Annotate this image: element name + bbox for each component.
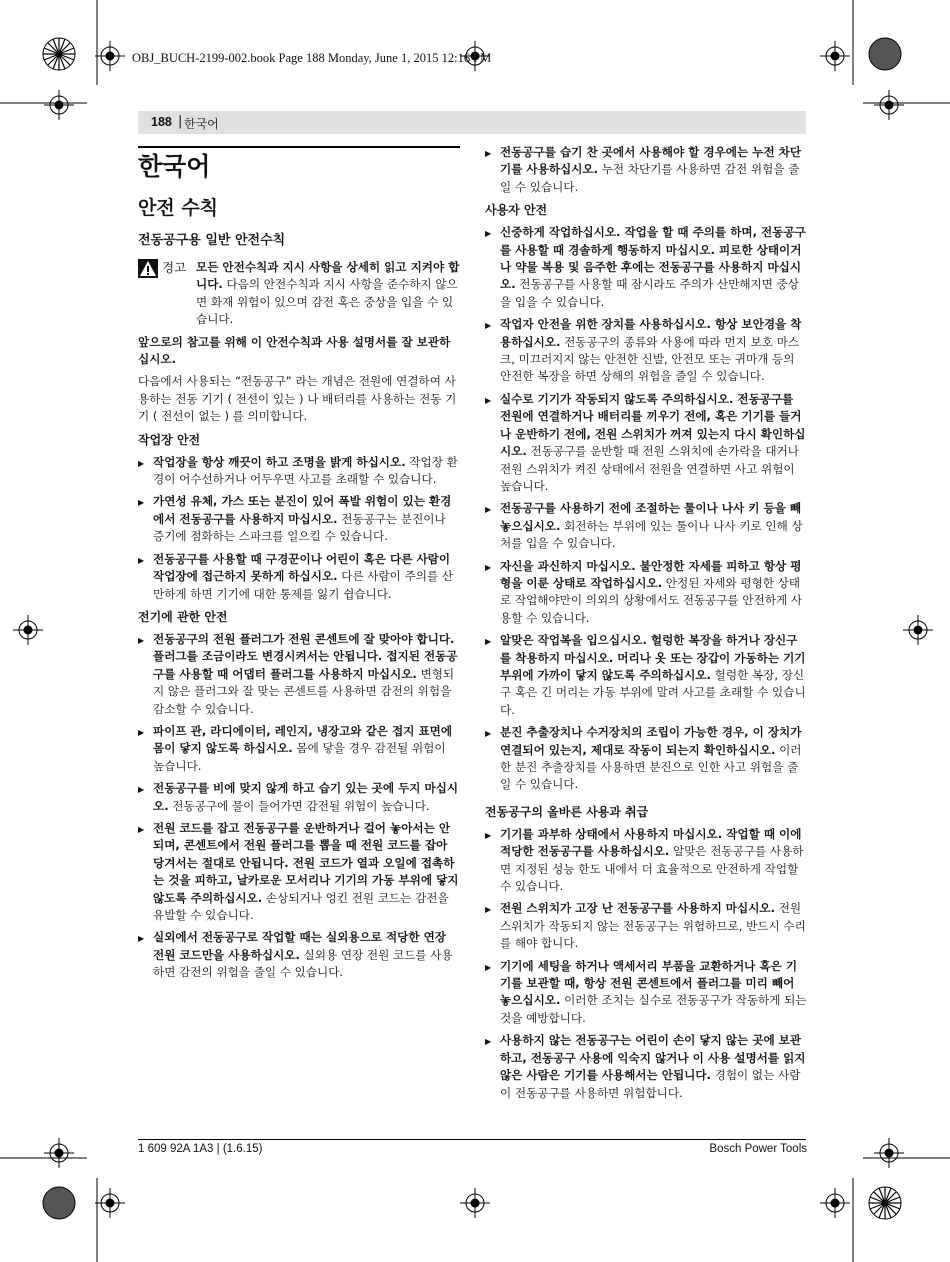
tool-use-care-list xyxy=(485,826,807,1102)
tool-use-care-heading: 전동공구의 올바른 사용과 취급 xyxy=(485,804,649,819)
footer-doc-number: 1 609 92A 1A3 | (1.6.15) xyxy=(138,1143,263,1155)
item-bold: 전원 코드를 잡고 전동공구를 운반하거나 걸어 놓아서는 안되며, 콘센트에서 전원 플러그를 뽑을 때 전원 코드를 잡아 당겨서는 절대로 안됩니다. 전원 코드가 열과 오일에 접촉하는 것을 피하고, 날카로운 모서리나 기기의 가동 부위에 닿지 않도록 주의하십시오. xyxy=(153,820,459,905)
page-header-bar xyxy=(138,111,806,134)
power-tool-definition: 다음에서 사용되는 “전동공구” 라는 개념은 전원에 연결하여 사용하는 전동 기기 ( 전선이 있는 ) 나 배터리를 사용하는 전동 기기 ( 전선이 없는 ) 를 의미합니다. xyxy=(138,374,457,424)
item-bold: 파이프 관, 라디에이터, 레인지, 냉장고와 같은 접지 표면에 몸이 닿지 않도록 하십시오. xyxy=(153,723,453,756)
item-bold: 사용하지 않는 전동공구는 어린이 손이 닿지 않는 곳에 보관하고, 전동공구 사용에 익숙지 않거나 이 사용 설명서를 읽지 않은 사람은 기기를 사용해서는 안됩니다. xyxy=(500,1033,806,1083)
list-item xyxy=(485,1032,807,1102)
keep-instructions-notice: 앞으로의 참고를 위해 이 안전수칙과 사용 설명서를 잘 보관하십시오. xyxy=(138,334,451,367)
list-item xyxy=(138,551,460,603)
item-text: 다른 사람이 주의를 산만하게 하면 기기에 대한 통제를 잃기 쉽습니다. xyxy=(153,569,454,601)
item-text: 전동공구는 분진이나 증기에 점화하는 스파크를 일으킬 수 있습니다. xyxy=(153,511,446,544)
page-title: 한국어 xyxy=(138,152,211,181)
list-item xyxy=(485,724,807,794)
electrical-safety-list xyxy=(138,631,460,982)
warning-text: 다음의 안전수칙과 지시 사항을 준수하지 않으면 화재 위험이 있으며 감전 혹은 중상을 입을 수 있습니다. xyxy=(196,277,458,327)
item-text: 손상되거나 엉킨 전원 코드는 감전을 유발할 수 있습니다. xyxy=(153,890,449,922)
list-item xyxy=(138,929,460,981)
item-bold: 작업자 안전을 위한 장치를 사용하십시오. 항상 보안경을 착용하십시오. xyxy=(500,317,802,349)
list-item xyxy=(138,780,460,815)
list-item xyxy=(485,144,807,196)
file-header: OBJ_BUCH-2199-002.book Page 188 Monday, June 1, 2015 12:16 PM xyxy=(132,51,492,65)
electrical-safety-heading: 전기에 관한 안전 xyxy=(138,609,228,624)
title-rule xyxy=(138,146,460,148)
list-item xyxy=(485,900,807,952)
item-bold: 실외에서 전동공구로 작업할 때는 실외용으로 적당한 연장 전원 코드만을 사용하십시오. xyxy=(153,930,447,962)
subsection-heading: 전동공구용 일반 안전수칙 xyxy=(138,233,286,248)
list-item xyxy=(485,316,807,386)
item-text: 변형되지 않은 플러그와 잘 맞는 콘센트를 사용하면 감전의 위험을 감소할 수 있습니다. xyxy=(153,666,455,716)
list-item xyxy=(485,958,807,1028)
page-language: 한국어 xyxy=(184,117,219,131)
list-item xyxy=(485,558,807,628)
list-item xyxy=(485,224,807,311)
item-bold: 자신을 과신하지 마십시오. 불안정한 자세를 피하고 항상 평형을 이룬 상태로 작업하십시오. xyxy=(500,558,802,590)
list-item xyxy=(138,820,460,924)
item-bold: 전동공구를 비에 맞지 않게 하고 습기 있는 곳에 두지 마십시오. xyxy=(153,781,459,813)
list-item xyxy=(138,454,460,489)
item-text: 알맞은 전동공구를 사용하면 지정된 성능 한도 내에서 더 효율적으로 안전하게 작업할 수 있습니다. xyxy=(500,844,804,894)
warning-bold-text: 모든 안전수칙과 지시 사항을 상세히 읽고 지켜야 합니다. xyxy=(196,260,460,292)
item-bold: 전동공구를 사용할 때 구경꾼이나 어린이 혹은 다른 사람이 작업장에 접근하지 못하게 하십시오. xyxy=(153,551,451,584)
list-item xyxy=(485,632,807,719)
list-item xyxy=(138,493,460,545)
item-bold: 전원 스위치가 고장 난 전동공구를 사용하지 마십시오. xyxy=(500,901,776,916)
item-text: 안정된 자세와 평형한 상태로 작업해야만이 의외의 상황에서도 전동공구를 안전하게 사용할 수 있습니다. xyxy=(500,575,803,625)
list-item xyxy=(485,826,807,896)
item-bold: 기기에 세팅을 하거나 액세서리 부품을 교환하거나 혹은 기기를 보관할 때, 항상 전원 콘센트에서 플러그를 미리 빼어 놓으십시오. xyxy=(500,958,798,1008)
warning-triangle-icon xyxy=(138,259,158,278)
personal-safety-heading: 사용자 안전 xyxy=(485,203,548,218)
list-item xyxy=(138,723,460,775)
list-item xyxy=(138,631,460,718)
item-bold: 전동공구를 습기 찬 곳에서 사용해야 할 경우에는 누전 차단기를 사용하십시오. xyxy=(500,145,802,177)
item-text: 전동공구를 사용할 때 잠시라도 주의가 산만해지면 중상을 입을 수 있습니다. xyxy=(500,277,799,309)
item-text: 전원 스위치가 작동되지 않는 전동공구는 위험하므로, 반드시 수리를 해야 합니다. xyxy=(500,901,806,951)
item-text: 이러한 분진 추출장치를 사용하면 분진으로 인한 사고 위험을 줄일 수 있습니다. xyxy=(500,742,802,792)
item-text: 몸에 닿을 경우 감전될 위험이 높습니다. xyxy=(153,741,446,773)
workplace-safety-heading: 작업장 안전 xyxy=(138,432,201,447)
item-text: 실외용 연장 전원 코드를 사용하면 감전의 위험을 줄일 수 있습니다. xyxy=(153,947,453,980)
workplace-safety-list xyxy=(138,454,460,603)
item-bold: 기기를 과부하 상태에서 사용하지 마십시오. 작업할 때 이에 적당한 전동공구를 사용하십시오. xyxy=(500,826,802,859)
item-bold: 작업장을 항상 깨끗이 하고 조명을 밝게 하십시오. xyxy=(153,454,406,469)
section-heading: 안전 수칙 xyxy=(138,197,219,219)
item-bold: 실수로 기기가 작동되지 않도록 주의하십시오. 전동공구를 전원에 연결하거나 배터리를 끼우기 전에, 혹은 기기를 들거나 운반하기 전에, 전원 스위치가 꺼져 있는지 다시 확인하십시오. xyxy=(500,391,806,459)
item-bold: 알맞은 작업복을 입으십시오. 헐렁한 복장을 하거나 장신구를 착용하지 마십시오. 머리나 옷 또는 장갑이 가동하는 기기 부위에 가까이 닿지 않도록 주의하십시오. xyxy=(500,633,806,682)
item-text: 전동공구의 종류와 사용에 따라 먼지 보호 마스크, 미끄러지지 않는 안전한 신발, 안전모 또는 귀마개 등의 안전한 복장을 하면 상해의 위험을 줄일 수 있습니다. xyxy=(500,334,799,384)
warning-word: 경고 xyxy=(162,260,187,275)
item-text: 헐렁한 복장, 장신구 혹은 긴 머리는 가동 부위에 말려 사고를 초래할 수 있습니다. xyxy=(500,667,806,717)
electrical-safety-list-continued xyxy=(485,144,807,196)
item-bold: 전동공구의 전원 플러그가 전원 콘센트에 잘 맞아야 합니다. 플러그를 조금이라도 변경시켜서는 안됩니다. 접지된 전동공구를 사용할 때 어댑터 플러그를 사용하지 마십시오. xyxy=(153,631,458,681)
item-bold: 분진 추출장치나 수거장치의 조립이 가능한 경우, 이 장치가 연결되어 있는지, 제대로 작동이 되는지 확인하십시오. xyxy=(500,725,802,757)
item-text: 경험이 없는 사람이 전동공구를 사용하면 위험합니다. xyxy=(500,1068,801,1100)
item-bold: 전동공구를 사용하기 전에 조절하는 툴이나 나사 키 등을 빼 놓으십시오. xyxy=(500,501,802,533)
page-number: 188 xyxy=(151,115,172,129)
item-bold: 가연성 유체, 가스 또는 분진이 있어 폭발 위험이 있는 환경에서 전동공구를 사용하지 마십시오. xyxy=(153,494,452,526)
item-bold: 신중하게 작업하십시오. 작업을 할 때 주의를 하며, 전동공구를 사용할 때 경솔하게 행동하지 마십시오. 피로한 상태이거나 약물 복용 및 음주한 후에는 전동공구를 사용하지 마십시오. xyxy=(500,225,806,292)
footer-rule xyxy=(138,1139,806,1140)
item-text: 회전하는 부위에 있는 툴이나 나사 키로 인해 상처를 입을 수 있습니다. xyxy=(500,518,803,551)
item-text: 전동공구를 운반할 때 전원 스위치에 손가락을 대거나 전원 스위치가 켜진 상태에서 전원을 연결하면 사고 위험이 높습니다. xyxy=(500,444,800,493)
list-item xyxy=(485,391,807,495)
footer-brand: Bosch Power Tools xyxy=(709,1143,807,1155)
list-item xyxy=(485,500,807,552)
warning-paragraph xyxy=(138,259,460,329)
item-text: 전동공구에 물이 들어가면 감전될 위험이 높습니다. xyxy=(168,798,430,813)
item-text: 이러한 조치는 실수로 전동공구가 작동하게 되는 것을 예방합니다. xyxy=(500,993,807,1025)
left-column xyxy=(138,152,460,987)
page-separator: | xyxy=(178,114,183,129)
item-text: 작업장 환경이 어수선하거나 어두우면 사고를 초래할 수 있습니다. xyxy=(153,454,458,487)
right-column xyxy=(485,144,807,1107)
personal-safety-list xyxy=(485,224,807,794)
item-text: 누전 차단기를 사용하면 감전 위험을 줄일 수 있습니다. xyxy=(500,162,800,194)
